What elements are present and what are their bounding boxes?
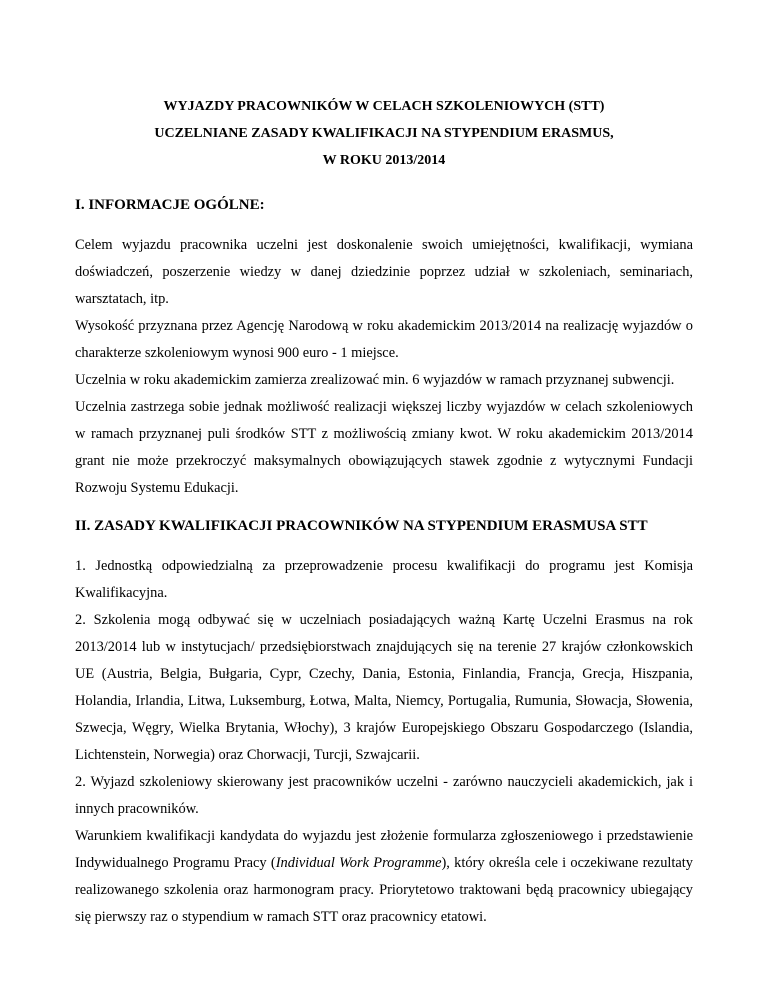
paragraph-4-text-before: Warunkiem kwalifikacji kandydata do wyjazdu jest złożenie formularza zgłoszeniowego i przedstawienie Indywidualnego Programu Pracy ( <box>75 828 693 871</box>
section-2-heading: II. ZASADY KWALIFIKACJI PRACOWNIKÓW NA STYPENDIUM ERASMUSA STT <box>75 518 648 534</box>
document-title <box>0 93 768 174</box>
section-1-paragraph-2: Wysokość przyznana przez Agencję Narodową w roku akademickim 2013/2014 na realizację wyjazdów o charakterze szkoleniowym wynosi 900 euro - 1 miejsce. <box>75 318 693 361</box>
paragraph-4-text-after: ), który określa cele i oczekiwane rezultaty realizowanego szkolenia oraz harmonogram pracy. Priorytetowo traktowani będą pracownicy ubiegający się pierwszy raz o stypendium w ramach STT oraz pracownicy etatowi. <box>75 855 693 925</box>
section-2-paragraph-1: 1. Jednostką odpowiedzialną za przeprowadzenie procesu kwalifikacji do programu jest Komisja Kwalifikacyjna. <box>75 558 693 601</box>
title-line-3: W ROKU 2013/2014 <box>322 153 446 168</box>
section-1-heading: I. INFORMACJE OGÓLNE: <box>75 197 265 213</box>
individual-work-programme-term: Individual Work Programme <box>275 855 442 871</box>
section-2-paragraph-2: 2. Szkolenia mogą odbywać się w uczelniach posiadających ważną Kartę Uczelni Erasmus na rok 2013/2014 lub w instytucjach/ przedsiębiorstwach znajdujących się na terenie 27 krajów członkowskich UE (Austria, Belgia, Bułgaria, Cypr, Czechy, Dania, Estonia, Finlandia, Francja, Grecja, Hiszpania, Holandia, Irlandia, Litwa, Luksemburg, Łotwa, Malta, Niemcy, Portugalia, Rumunia, Słowacja, Słowenia, Szwecja, Węgry, Wielka Brytania, Włochy), 3 krajów Europejskiego Obszaru Gospodarczego (Islandia, Lichtenstein, Norwegia) oraz Chorwacji, Turcji, Szwajcarii. <box>75 612 693 763</box>
section-2-paragraph-3: 2. Wyjazd szkoleniowy skierowany jest pracowników uczelni - zarówno nauczycieli akademickich, jak i innych pracowników. <box>75 774 693 817</box>
section-1-paragraph-4: Uczelnia zastrzega sobie jednak możliwość realizacji większej liczby wyjazdów w celach szkoleniowych w ramach przyznanej puli środków STT z możliwością zmiany kwot. W roku akademickim 2013/2014 grant nie może przekroczyć maksymalnych obowiązujących stawek zgodnie z wytycznymi Fundacji Rozwoju Systemu Edukacji. <box>75 399 693 496</box>
title-line-2: UCZELNIANE ZASADY KWALIFIKACJI NA STYPENDIUM ERASMUS, <box>154 126 614 141</box>
section-2-paragraph-4 <box>75 823 693 931</box>
title-line-1: WYJAZDY PRACOWNIKÓW W CELACH SZKOLENIOWYCH (STT) <box>163 99 605 114</box>
section-general-info <box>75 192 693 502</box>
section-1-paragraph-3: Uczelnia w roku akademickim zamierza zrealizować min. 6 wyjazdów w ramach przyznanej subwencji. <box>75 372 675 388</box>
section-1-paragraph-1: Celem wyjazdu pracownika uczelni jest doskonalenie swoich umiejętności, kwalifikacji, wymiana doświadczeń, poszerzenie wiedzy w danej dziedzinie poprzez udział w szkoleniach, seminariach, warsztatach, itp. <box>75 237 693 307</box>
section-qualification-rules <box>75 513 693 931</box>
